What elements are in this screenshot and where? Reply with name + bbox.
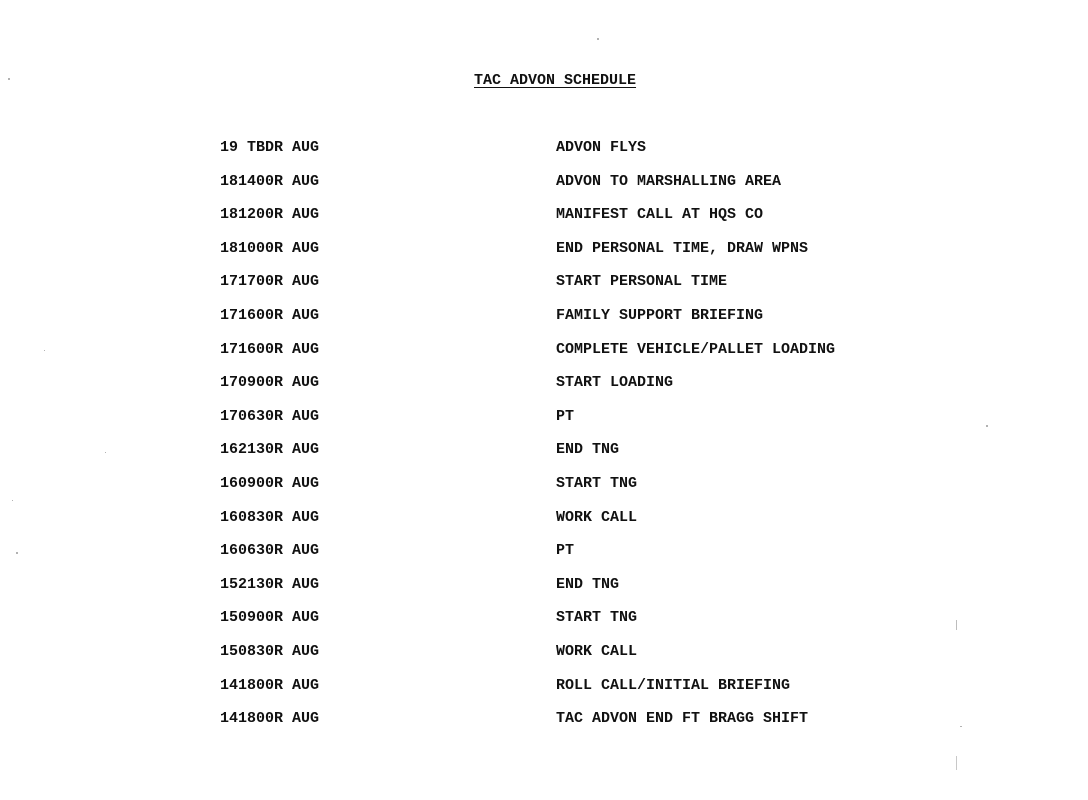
schedule-row: [220, 643, 920, 677]
schedule-event: MANIFEST CALL AT HQS CO: [556, 206, 764, 224]
schedule-time: 181000R AUG: [220, 239, 320, 257]
schedule-row: [220, 509, 920, 543]
schedule-time: 171600R AUG: [220, 306, 320, 324]
scan-speck: [8, 78, 10, 80]
schedule-event: ADVON FLYS: [556, 139, 647, 156]
schedule-row: [220, 677, 920, 711]
schedule-time: 171700R AUG: [220, 273, 320, 291]
schedule-row: [220, 173, 920, 207]
scan-speck: [12, 500, 13, 501]
schedule-time: 181400R AUG: [220, 172, 320, 190]
schedule-time: 152130R AUG: [220, 575, 320, 593]
schedule-event: FAMILY SUPPORT BRIEFING: [556, 306, 764, 324]
schedule-row: [220, 341, 920, 375]
schedule-row: [220, 139, 920, 173]
schedule-time: 162130R AUG: [220, 441, 320, 459]
schedule-event: TAC ADVON END FT BRAGG SHIFT: [556, 710, 809, 728]
schedule-time: 141800R AUG: [220, 676, 320, 694]
schedule-time: 150830R AUG: [220, 642, 320, 660]
scan-speck: [105, 452, 106, 453]
schedule-event: START LOADING: [556, 374, 674, 392]
schedule-event: END PERSONAL TIME, DRAW WPNS: [556, 239, 809, 257]
schedule-time: 150900R AUG: [220, 609, 320, 627]
schedule-row: [220, 307, 920, 341]
schedule-time: 170630R AUG: [220, 407, 320, 425]
schedule-row: [220, 441, 920, 475]
schedule-event: WORK CALL: [556, 508, 638, 526]
schedule-event: PT: [556, 542, 575, 560]
schedule-list: [220, 139, 920, 744]
schedule-event: ROLL CALL/INITIAL BRIEFING: [556, 676, 791, 694]
scan-speck: [960, 726, 962, 727]
scan-speck: [956, 756, 957, 770]
schedule-time: 171600R AUG: [220, 340, 320, 358]
schedule-event: END TNG: [556, 441, 620, 459]
scan-speck: [986, 425, 988, 427]
schedule-row: [220, 609, 920, 643]
schedule-event: START PERSONAL TIME: [556, 273, 728, 291]
schedule-event: END TNG: [556, 575, 620, 593]
schedule-row: [220, 374, 920, 408]
scan-speck: [956, 620, 957, 630]
schedule-row: [220, 710, 920, 744]
schedule-row: [220, 542, 920, 576]
schedule-row: [220, 240, 920, 274]
schedule-event: WORK CALL: [556, 642, 638, 660]
schedule-row: [220, 408, 920, 442]
schedule-time: 181200R AUG: [220, 206, 320, 224]
schedule-time: 160900R AUG: [220, 474, 320, 492]
scan-speck: [44, 350, 45, 351]
schedule-event: ADVON TO MARSHALLING AREA: [556, 172, 782, 190]
schedule-event: COMPLETE VEHICLE/PALLET LOADING: [556, 340, 836, 358]
schedule-event: PT: [556, 407, 575, 425]
schedule-row: [220, 206, 920, 240]
schedule-time: 170900R AUG: [220, 374, 320, 392]
schedule-event: START TNG: [556, 609, 638, 627]
schedule-row: [220, 576, 920, 610]
schedule-time: 160630R AUG: [220, 542, 320, 560]
schedule-time: 160830R AUG: [220, 508, 320, 526]
schedule-time: 141800R AUG: [220, 710, 320, 728]
document-title: TAC ADVON SCHEDULE: [474, 72, 637, 89]
scan-speck: [16, 552, 18, 554]
schedule-row: [220, 475, 920, 509]
schedule-event: START TNG: [556, 474, 638, 492]
scan-speck: [597, 38, 599, 40]
schedule-time: 19 TBDR AUG: [220, 139, 320, 156]
schedule-row: [220, 273, 920, 307]
